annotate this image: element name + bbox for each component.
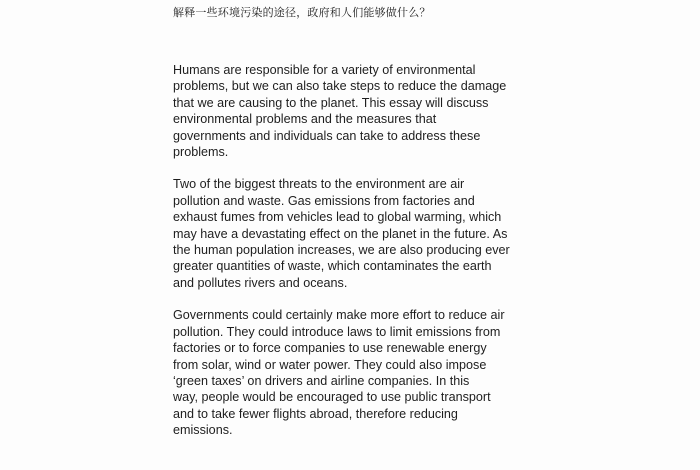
text-line: and to take fewer flights abroad, therefore reducing (173, 406, 458, 421)
text-line: problems, but we can also take steps to reduce the damage (173, 79, 507, 94)
essay-question: 解释一些环境污染的途径，政府和人们能够做什么？ (173, 6, 431, 19)
text-line: greater quantities of waste, which contaminates the earth (173, 259, 492, 274)
text-line: the human population increases, we are also producing ever (173, 243, 510, 258)
text-line: emissions. (173, 423, 233, 438)
text-line: environmental problems and the measures that (173, 112, 437, 127)
text-line: way, people would be encouraged to use public transport (173, 390, 491, 405)
text-line: Humans are responsible for a variety of environmental (173, 63, 476, 77)
text-line: Two of the biggest threats to the environment are air (173, 177, 465, 192)
paragraph-intro (173, 62, 543, 160)
paragraph-problems (173, 176, 543, 291)
text-line: may have a devastating effect on the planet in the future. As (173, 226, 508, 241)
text-line: Governments could certainly make more effort to reduce air (173, 308, 505, 323)
text-line: that we are causing to the planet. This essay will discuss (173, 95, 489, 110)
text-line: exhaust fumes from vehicles lead to global warming, which (173, 210, 502, 225)
text-line: governments and individuals can take to address these (173, 128, 481, 143)
text-line: and pollutes rivers and oceans. (173, 275, 348, 290)
text-line: factories or to force companies to use renewable energy (173, 341, 487, 356)
paragraph-government (173, 307, 543, 438)
text-line: from solar, wind or water power. They could also impose (173, 357, 487, 372)
text-line: pollution and waste. Gas emissions from factories and (173, 193, 475, 208)
text-line: problems. (173, 145, 229, 160)
text-line: pollution. They could introduce laws to limit emissions from (173, 324, 501, 339)
text-line: ‘green taxes’ on drivers and airline companies. In this (173, 373, 470, 388)
essay-body (173, 62, 543, 455)
